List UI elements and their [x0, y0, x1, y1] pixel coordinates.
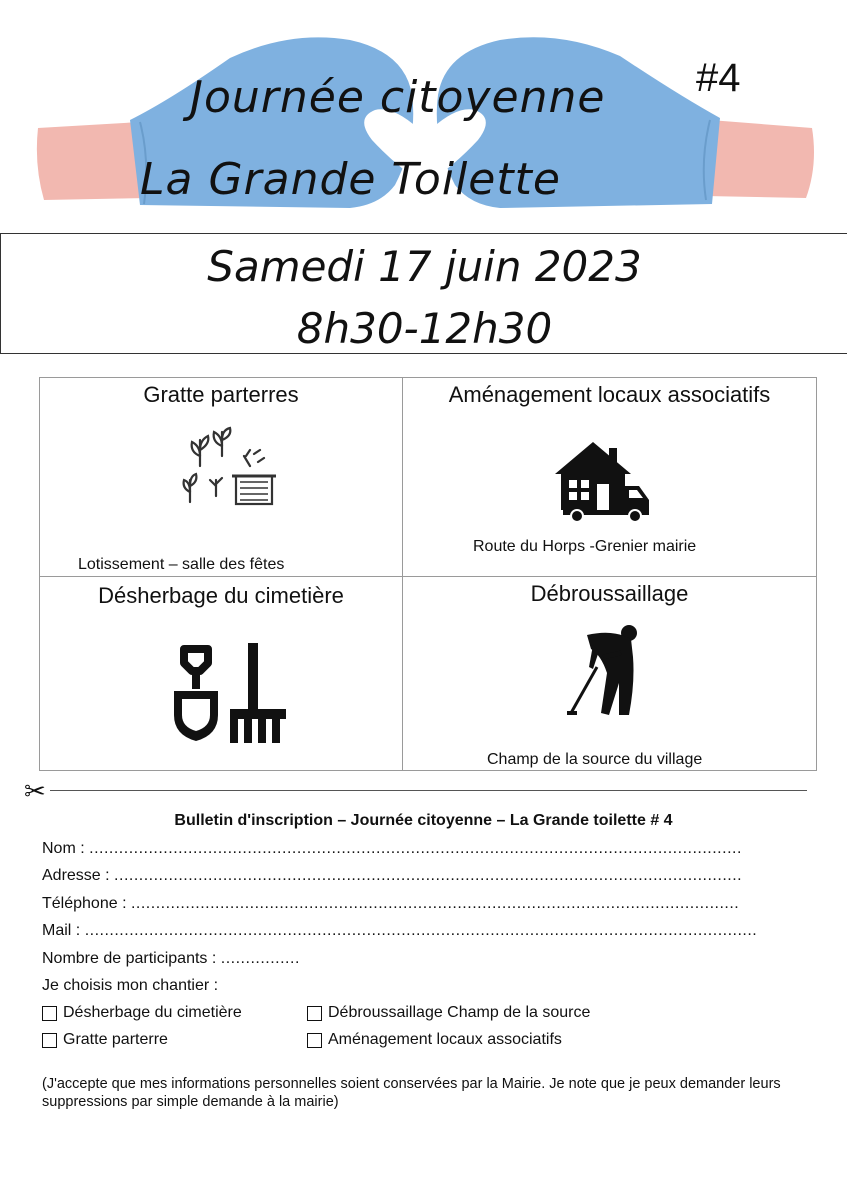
field-label: Téléphone :	[42, 895, 127, 912]
choice-label: Débroussaillage Champ de la source	[328, 1004, 591, 1021]
choice-label: Gratte parterre	[63, 1031, 168, 1048]
participants-field[interactable]	[42, 950, 300, 968]
person-brushcutter-icon	[563, 623, 663, 723]
choice-label: Désherbage du cimetière	[63, 1004, 242, 1021]
field-label: Nombre de participants :	[42, 950, 217, 967]
form-title: Bulletin d'inscription – Journée citoyenne – La Grande toilette # 4	[174, 812, 673, 829]
date-box	[0, 233, 847, 354]
house-truck-icon	[553, 440, 653, 524]
cut-line	[50, 790, 807, 791]
scissors-icon: ✂	[24, 776, 46, 806]
shovel-rake-icon	[164, 643, 294, 747]
field-dots: ........................................................................................................................................	[84, 922, 758, 939]
field-label: Mail :	[42, 922, 81, 939]
activity-title: Débroussaillage	[530, 581, 689, 606]
activity-location: Route du Horps -Grenier mairie	[473, 538, 697, 555]
field-label: Adresse :	[42, 867, 110, 884]
activity-title: Désherbage du cimetière	[98, 583, 344, 608]
activity-title: Gratte parterres	[143, 382, 299, 407]
activity-gratte-parterres	[40, 378, 403, 577]
nom-field[interactable]	[42, 840, 742, 858]
activity-desherbage	[40, 577, 403, 770]
choose-label: Je choisis mon chantier :	[42, 977, 219, 994]
activity-amenagement	[403, 378, 816, 577]
title-line2: La Grande Toilette	[140, 154, 561, 205]
choice-debroussaillage[interactable]	[307, 1004, 590, 1022]
choice-gratte-parterre[interactable]	[42, 1031, 168, 1049]
event-time: 8h30-12h30	[296, 304, 553, 353]
activities-grid	[39, 377, 817, 771]
field-dots: ....................................................................................................................................	[89, 840, 742, 857]
choice-label: Aménagement locaux associatifs	[328, 1031, 562, 1048]
title-line1: Journée citoyenne	[190, 72, 606, 123]
field-dots: ...............................................................................................................................	[114, 867, 743, 884]
adresse-field[interactable]	[42, 867, 742, 885]
field-label: Nom :	[42, 840, 85, 857]
edition-number: #4	[696, 56, 741, 100]
telephone-field[interactable]	[42, 895, 739, 913]
checkbox[interactable]	[42, 1006, 57, 1021]
mail-field[interactable]	[42, 922, 757, 940]
choice-desherbage[interactable]	[42, 1004, 242, 1022]
consent-note: (J'accepte que mes informations personnelles soient conservées par la Mairie. Je note que je peux demander leurs suppressions par simple demande à la mairie)	[42, 1076, 781, 1110]
plants-basket-icon	[180, 426, 280, 516]
checkbox[interactable]	[42, 1033, 57, 1048]
field-dots: ................	[220, 950, 300, 967]
activity-location: Lotissement – salle des fêtes	[78, 556, 285, 573]
activity-debroussaillage	[403, 577, 816, 770]
event-date: Samedi 17 juin 2023	[207, 242, 642, 291]
choice-amenagement[interactable]	[307, 1031, 562, 1049]
field-dots: ...........................................................................................................................	[130, 895, 740, 912]
checkbox[interactable]	[307, 1033, 322, 1048]
activity-title: Aménagement locaux associatifs	[448, 382, 771, 407]
checkbox[interactable]	[307, 1006, 322, 1021]
activity-location: Champ de la source du village	[487, 751, 703, 768]
header	[0, 0, 847, 225]
